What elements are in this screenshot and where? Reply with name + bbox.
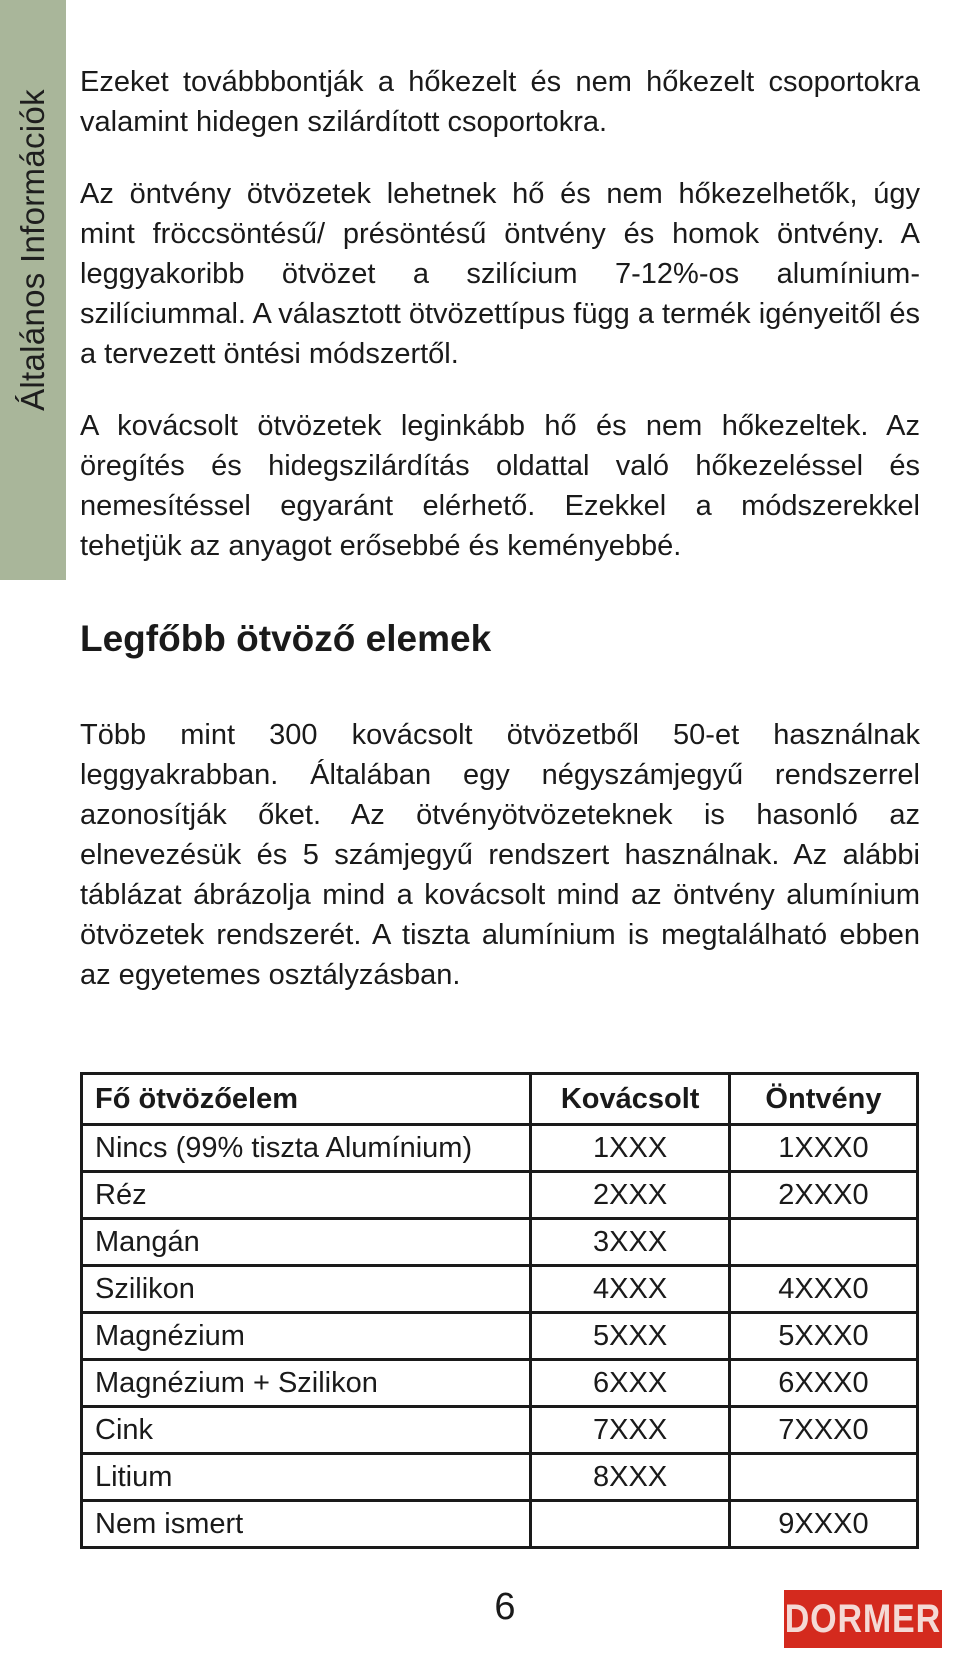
cast-cell: 2XXX0 [729,1172,917,1219]
header-cast: Öntvény [729,1074,917,1125]
table-row [82,1454,918,1501]
wrought-cell: 6XXX [531,1360,730,1407]
element-cell: Cink [82,1407,531,1454]
section-heading: Legfőbb ötvöző elemek [80,618,492,659]
table-row [82,1407,918,1454]
cast-cell: 9XXX0 [729,1501,917,1548]
table-row [82,1313,918,1360]
header-main-element: Fő ötvözőelem [82,1074,531,1125]
main-content [80,62,920,995]
paragraph: Ezeket továbbbontják a hőkezelt és nem hőkezelt csoportokra valamint hidegen szilárdított csoportokra. [80,66,920,138]
alloy-table [80,1072,919,1549]
element-cell: Magnézium + Szilikon [82,1360,531,1407]
wrought-cell: 4XXX [531,1266,730,1313]
wrought-cell: 3XXX [531,1219,730,1266]
table-row [82,1172,918,1219]
element-cell: Nem ismert [82,1501,531,1548]
wrought-cell: 1XXX [531,1125,730,1172]
element-cell: Mangán [82,1219,531,1266]
table-row [82,1125,918,1172]
page-number: 6 [494,1586,516,1628]
wrought-cell: 2XXX [531,1172,730,1219]
table-row [82,1360,918,1407]
element-cell: Szilikon [82,1266,531,1313]
table-header-row [82,1074,918,1125]
logo-text: DORMER [784,1596,942,1641]
element-cell: Magnézium [82,1313,531,1360]
element-cell: Litium [82,1454,531,1501]
element-cell: Réz [82,1172,531,1219]
cast-cell: 5XXX0 [729,1313,917,1360]
cast-cell: 4XXX0 [729,1266,917,1313]
wrought-cell: 7XXX [531,1407,730,1454]
table-row [82,1501,918,1548]
section-intro: Több mint 300 kovácsolt ötvözetből 50-et használnak leggyakrabban. Általában egy négyszámjegyű rendszerrel azonosítják őket. Az ötvényötvözeteknek is hasonló az elnevezésük és 5 számjegyű rendszert használnak. Az alábbi táblázat ábrázolja mind a kovácsolt mind az öntvény alumínium ötvözetek rendszerét. A tiszta alumínium is megtalálható ebben az egyetemes osztályzásban. [80,719,920,991]
wrought-cell: 8XXX [531,1454,730,1501]
wrought-cell: 5XXX [531,1313,730,1360]
side-tab-label: Általános Információk [14,89,51,411]
cast-cell: 7XXX0 [729,1407,917,1454]
header-wrought: Kovácsolt [531,1074,730,1125]
side-tab [0,0,66,580]
paragraph: A kovácsolt ötvözetek leginkább hő és nem hőkezeltek. Az öregítés és hidegszilárdítás oldattal való hőkezeléssel és nemesítéssel egyaránt elérhető. Ezekkel a módszerekkel tehetjük az anyagot erősebbé és keményebbé. [80,410,920,562]
table-row [82,1219,918,1266]
cast-cell: 1XXX0 [729,1125,917,1172]
element-cell: Nincs (99% tiszta Alumínium) [82,1125,531,1172]
cast-cell: 6XXX0 [729,1360,917,1407]
paragraph: Az öntvény ötvözetek lehetnek hő és nem hőkezelhetők, úgy mint fröccsöntésű/ présöntésű öntvény és homok öntvény. A leggyakoribb ötvözet a szilícium 7-12%-os alumínium-szilíciummal. A választott ötvözettípus függ a termék igényeitől és a tervezett öntési módszertől. [80,178,920,370]
cast-cell [729,1219,917,1266]
table-row [82,1266,918,1313]
dormer-logo [784,1590,942,1648]
cast-cell [729,1454,917,1501]
wrought-cell [531,1501,730,1548]
